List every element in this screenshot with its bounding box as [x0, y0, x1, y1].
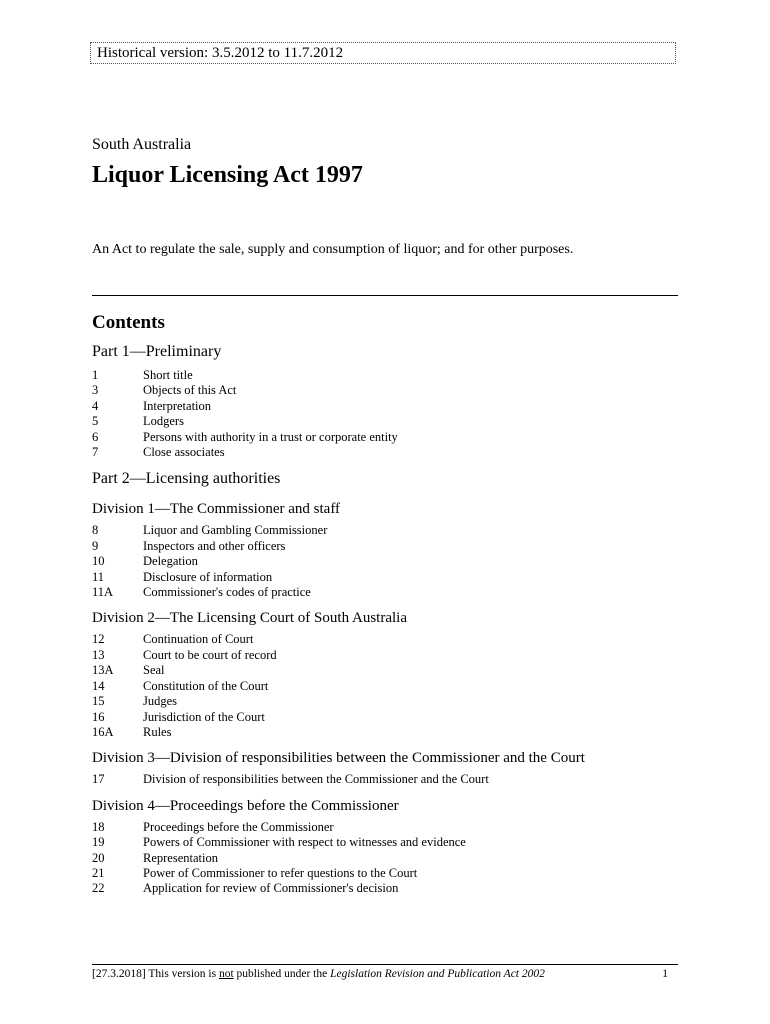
- section-number: 6: [92, 429, 99, 444]
- toc-entry[interactable]: [92, 570, 678, 585]
- page-number: 1: [662, 968, 668, 980]
- footer-date: [27.3.2018]: [92, 968, 146, 980]
- toc-entry[interactable]: [92, 679, 678, 694]
- section-number: 4: [92, 398, 99, 413]
- toc-entry[interactable]: [92, 820, 678, 835]
- toc-entry[interactable]: [92, 585, 678, 600]
- section-name: Liquor and Gambling Commissioner: [143, 523, 328, 538]
- section-name: Seal: [143, 663, 165, 678]
- table-of-contents: [92, 341, 678, 905]
- section-name: Interpretation: [143, 398, 212, 413]
- section-name: Powers of Commissioner with respect to witnesses and evidence: [143, 835, 466, 850]
- section-name: Rules: [143, 724, 172, 739]
- toc-entry[interactable]: [92, 632, 678, 647]
- toc-entry[interactable]: [92, 648, 678, 663]
- part-1-heading[interactable]: Part 1—Preliminary: [92, 343, 222, 360]
- division-4-heading[interactable]: Division 4—Proceedings before the Commissioner: [92, 797, 399, 814]
- section-name: Lodgers: [143, 414, 184, 429]
- section-name: Continuation of Court: [143, 632, 254, 647]
- section-name: Delegation: [143, 554, 198, 569]
- section-number: 1: [92, 368, 99, 382]
- section-name: Close associates: [143, 445, 225, 460]
- section-number: 18: [92, 819, 105, 834]
- toc-entry[interactable]: [92, 539, 678, 554]
- section-name: Jurisdiction of the Court: [143, 709, 265, 724]
- section-number: 14: [92, 678, 105, 693]
- section-number: 5: [92, 414, 99, 429]
- section-name: Inspectors and other officers: [143, 538, 286, 553]
- toc-entry[interactable]: [92, 523, 678, 538]
- footer-divider: [92, 964, 678, 965]
- section-name: Constitution of the Court: [143, 678, 269, 693]
- footer-not-word: not: [218, 968, 234, 980]
- section-number: 19: [92, 835, 105, 850]
- toc-entry[interactable]: [92, 383, 678, 398]
- section-name: Representation: [143, 850, 218, 865]
- footer-text-before: This version is: [148, 968, 217, 980]
- section-name: Application for review of Commissioner's decision: [143, 881, 399, 896]
- section-name: Judges: [143, 694, 178, 709]
- division-2-sections: [92, 632, 678, 740]
- toc-entry[interactable]: [92, 554, 678, 569]
- toc-entry[interactable]: [92, 772, 678, 787]
- toc-entry[interactable]: [92, 881, 678, 896]
- section-number: 16: [92, 709, 105, 724]
- section-number: 13: [92, 647, 105, 662]
- section-name: Short title: [143, 368, 193, 382]
- section-number: 7: [92, 445, 99, 460]
- section-number: 13A: [92, 663, 114, 678]
- historical-version-banner: Historical version: 3.5.2012 to 11.7.2012: [90, 42, 676, 64]
- toc-entry[interactable]: [92, 430, 678, 445]
- footer-notice: [92, 968, 648, 980]
- section-name: Proceedings before the Commissioner: [143, 819, 334, 834]
- section-name: Commissioner's codes of practice: [143, 585, 311, 600]
- section-name: Persons with authority in a trust or corporate entity: [143, 429, 398, 444]
- section-number: 3: [92, 383, 99, 398]
- section-number: 12: [92, 632, 105, 647]
- act-title: Liquor Licensing Act 1997: [92, 162, 363, 188]
- division-1-heading[interactable]: Division 1—The Commissioner and staff: [92, 501, 341, 518]
- division-3-sections: [92, 772, 678, 787]
- toc-entry[interactable]: [92, 399, 678, 414]
- toc-entry[interactable]: [92, 414, 678, 429]
- section-number: 20: [92, 850, 105, 865]
- section-number: 15: [92, 694, 105, 709]
- toc-entry[interactable]: [92, 835, 678, 850]
- contents-heading: Contents: [92, 312, 165, 333]
- toc-entry[interactable]: [92, 710, 678, 725]
- section-number: 11: [92, 569, 105, 584]
- section-number: 11A: [92, 585, 114, 600]
- section-number: 9: [92, 538, 99, 553]
- division-1-sections: [92, 523, 678, 600]
- footer-act-name: Legislation Revision and Publication Act 2002: [330, 968, 545, 980]
- section-number: 21: [92, 865, 105, 880]
- division-2-heading[interactable]: Division 2—The Licensing Court of South Australia: [92, 610, 407, 627]
- section-number: 22: [92, 881, 105, 896]
- toc-entry[interactable]: [92, 694, 678, 709]
- section-number: 8: [92, 523, 99, 538]
- section-name: Court to be court of record: [143, 647, 277, 662]
- footer-text-after: published under the: [236, 968, 328, 980]
- section-name: Objects of this Act: [143, 383, 237, 398]
- section-number: 17: [92, 772, 105, 787]
- section-number: 16A: [92, 724, 114, 739]
- part-2-heading[interactable]: Part 2—Licensing authorities: [92, 470, 281, 488]
- toc-entry[interactable]: [92, 725, 678, 740]
- page-footer: [92, 968, 678, 980]
- jurisdiction: South Australia: [92, 136, 192, 153]
- long-title: An Act to regulate the sale, supply and consumption of liquor; and for other purposes.: [92, 242, 574, 257]
- toc-entry[interactable]: [92, 368, 678, 383]
- section-name: Division of responsibilities between the Commissioner and the Court: [143, 772, 489, 787]
- section-name: Disclosure of information: [143, 569, 273, 584]
- division-4-sections: [92, 820, 678, 897]
- toc-entry[interactable]: [92, 445, 678, 460]
- section-name: Power of Commissioner to refer questions to the Court: [143, 865, 418, 880]
- part-1-sections: [92, 368, 678, 460]
- toc-entry[interactable]: [92, 851, 678, 866]
- toc-entry[interactable]: [92, 663, 678, 678]
- division-3-heading[interactable]: Division 3—Division of responsibilities between the Commissioner and the Court: [92, 750, 585, 767]
- title-divider: [92, 295, 678, 296]
- section-number: 10: [92, 554, 105, 569]
- toc-entry[interactable]: [92, 866, 678, 881]
